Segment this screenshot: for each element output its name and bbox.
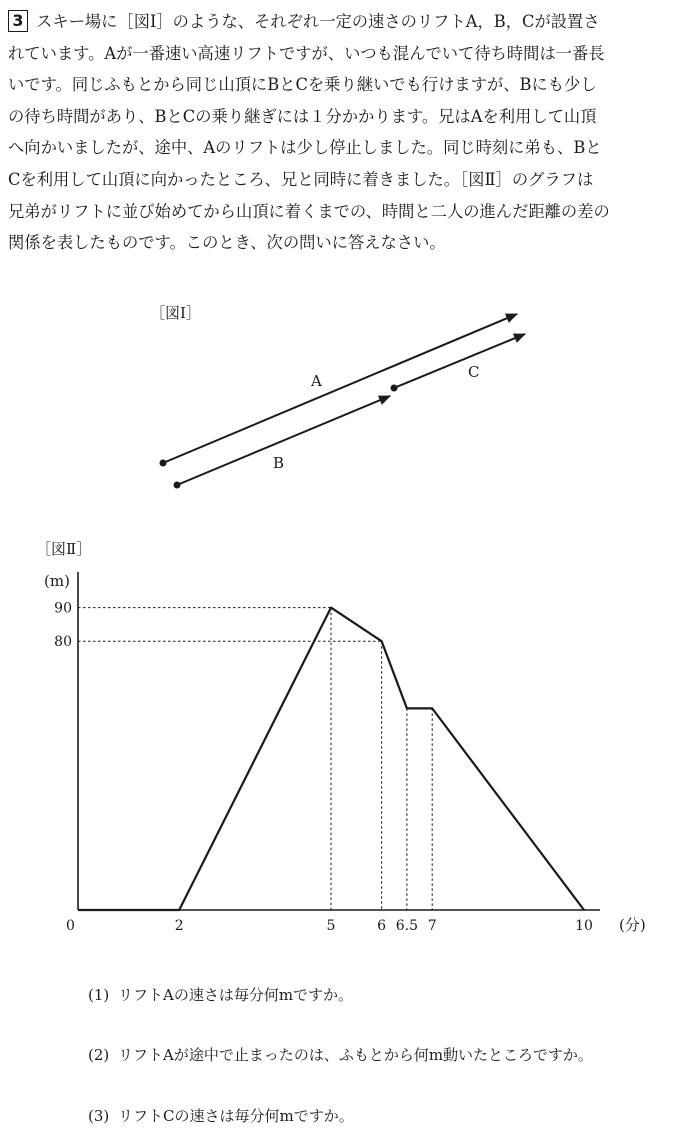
- problem-line: いです。同じふもとから同じ山頂にBとCを乗り継いでも行けますが、Bにも少し: [8, 75, 597, 95]
- lift-a-start-dot: [160, 460, 167, 467]
- problem-line: の待ち時間があり、BとCの乗り継ぎには１分かかります。兄はAを利用して山頂: [8, 106, 597, 126]
- figure2-caption: ［図Ⅱ］: [36, 540, 92, 558]
- x-unit-label: (分): [619, 916, 646, 934]
- question-number: 3: [8, 10, 28, 32]
- y-unit-label: (m): [44, 572, 70, 590]
- question-1: (1) リフトAの速さは毎分何mですか。: [88, 986, 354, 1004]
- question-2: (2) リフトAが途中で止まったのは、ふもとから何m動いたところですか。: [88, 1046, 593, 1064]
- problem-line: へ向かいましたが、途中、Aのリフトは少し停止しました。同じ時刻に弟も、Bと: [8, 138, 602, 158]
- x-tick-label: 6.5: [395, 918, 419, 934]
- lift-c-start-dot: [391, 385, 398, 392]
- figure2-chart: [0, 560, 682, 960]
- problem-line: れています。Aが一番速い高速リフトですが、いつも混んでいて待ち時間は一番長: [8, 43, 605, 63]
- origin-label: 0: [66, 918, 75, 934]
- question-3: (3) リフトCの速さは毎分何mですか。: [88, 1107, 354, 1125]
- problem-line: 関係を表したものです。このとき、次の問いに答えなさい。: [8, 233, 446, 253]
- lift-a-arrow: [163, 314, 517, 463]
- x-tick-label: 7: [427, 918, 437, 934]
- x-tick-label: 2: [174, 918, 184, 934]
- lift-c-label: C: [468, 363, 480, 381]
- lift-b-start-dot: [174, 482, 181, 489]
- y-tick-label: 80: [54, 634, 72, 651]
- problem-line: 3 スキー場に［図Ⅰ］のような、それぞれ一定の速さのリフトA，B，Cが設置さ: [8, 6, 676, 38]
- problem-line: Cを利用して山頂に向かったところ、兄と同時に着きました。［図Ⅱ］のグラフは: [8, 169, 594, 189]
- lift-b-label: B: [273, 454, 285, 472]
- x-tick-label: 5: [326, 918, 336, 934]
- figure1-diagram: [0, 290, 682, 500]
- x-tick-label: 10: [575, 918, 593, 934]
- lift-a-label: A: [311, 372, 322, 390]
- problem-text: [8, 6, 676, 259]
- y-tick-label: 90: [54, 600, 72, 617]
- x-tick-label: 6: [377, 918, 387, 934]
- figure1-caption: ［図Ⅰ］: [150, 304, 201, 322]
- lift-c-arrow: [394, 334, 525, 388]
- problem-line: 兄弟がリフトに並び始めてから山頂に着くまでの、時間と二人の進んだ距離の差の: [8, 201, 610, 221]
